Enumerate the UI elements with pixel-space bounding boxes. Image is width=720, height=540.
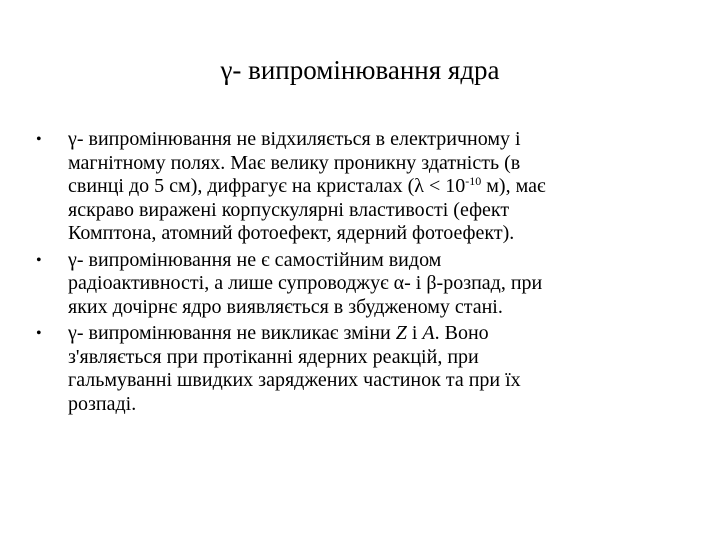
bullet-2-line-2: радіоактивності, а лише супроводжує α- і β-розпад, при (68, 272, 543, 294)
bullet-3-line-4: розпаді. (68, 392, 137, 415)
bullet-2-line-1: γ- випромінювання не є самостійним видом (68, 248, 442, 271)
bullet-dot-icon: • (36, 131, 42, 148)
variable-z: Z (395, 322, 407, 344)
bullet-1-line-5: Комптона, атомний фотоефект, ядерний фотоефект). (68, 222, 515, 244)
bullet-list (36, 128, 660, 419)
bullet-1-line-1: γ- випромінювання не відхиляється в електричному і (68, 128, 521, 150)
bullet-item-1 (36, 128, 660, 246)
bullet-3-line-1-start: γ- випромінювання не викликає зміни (68, 322, 396, 344)
bullet-item-3 (36, 322, 660, 416)
bullet-1-line-3 (68, 175, 660, 199)
bullet-1-line-3-text: свинці до 5 см), дифрагує на кристалах (λ < 10 (68, 175, 466, 197)
bullet-item-2 (36, 249, 660, 320)
bullet-1-line-3-tail: м), має (481, 175, 546, 197)
bullet-3-line-1-end: . Воно (434, 322, 489, 344)
bullet-2-line-3: яких дочірнє ядро виявляється в збудженому стані. (68, 295, 503, 318)
exponent: -10 (465, 174, 482, 188)
conjunction: і (406, 322, 423, 344)
variable-a: A (422, 322, 435, 344)
bullet-1-line-4: яскраво виражені корпускулярні властивості (ефект (68, 198, 510, 221)
bullet-3-line-3: гальмуванні швидких заряджених частинок та при їх (68, 369, 521, 391)
slide-title: γ- випромінювання ядра (220, 55, 500, 85)
bullet-3-line-2: з'являється при протіканні ядерних реакцій, при (68, 345, 479, 368)
bullet-dot-icon: • (36, 251, 42, 269)
bullet-3-line-1 (68, 322, 660, 346)
bullet-dot-icon: • (36, 325, 42, 342)
bullet-1-line-2: магнітному полях. Має велику проникну здатність (в (68, 151, 521, 174)
